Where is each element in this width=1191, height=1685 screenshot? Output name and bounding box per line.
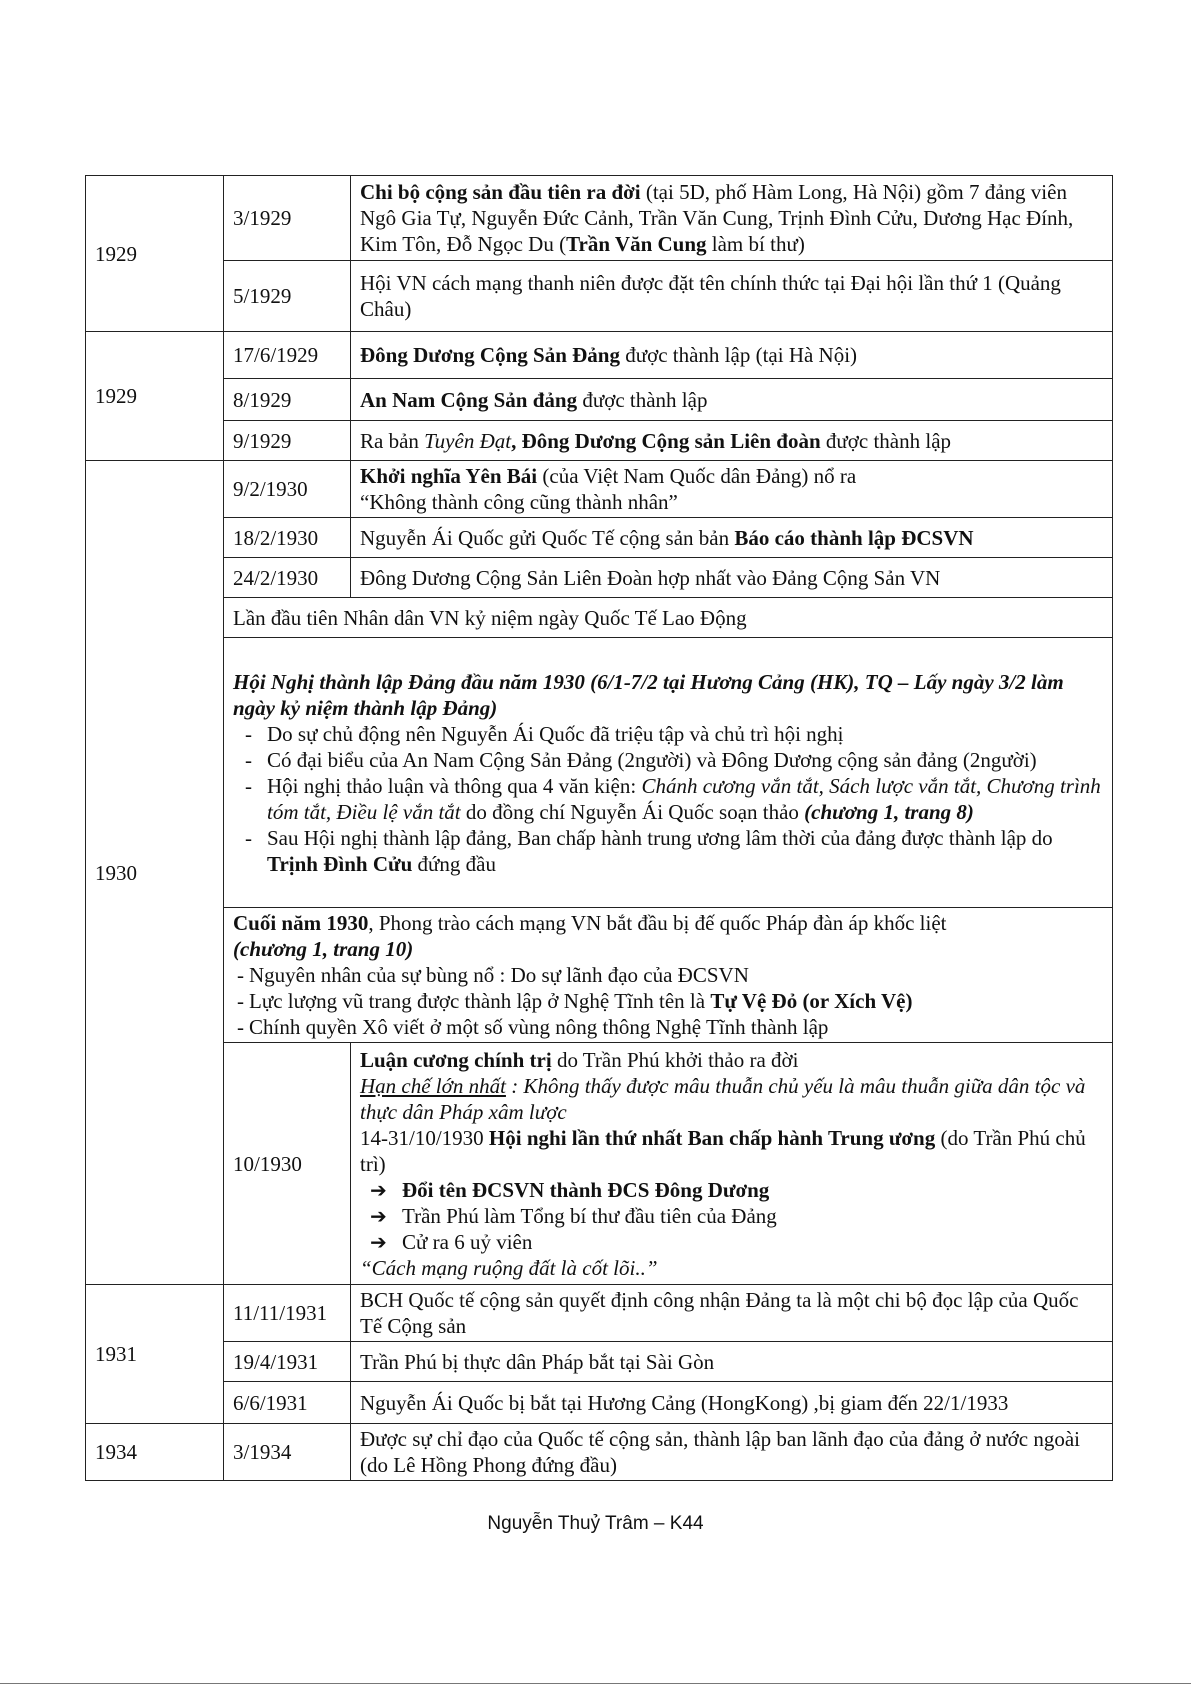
table-row xyxy=(86,1424,1113,1481)
table-row xyxy=(86,518,1113,558)
date-cell: 19/4/1931 xyxy=(224,1342,351,1382)
event-text: được thành lập xyxy=(820,428,952,453)
year-cell: 1931 xyxy=(86,1285,224,1424)
event-cell xyxy=(351,1043,1113,1285)
table-row xyxy=(86,1043,1113,1285)
event-highlight: Cuối năm 1930 xyxy=(233,911,369,935)
event-quote: “Cách mạng ruộng đất là cốt lõi..” xyxy=(360,1255,658,1280)
table-row xyxy=(86,598,1113,638)
event-cell-wide xyxy=(224,638,1113,908)
event-cell xyxy=(351,379,1113,421)
list-item-text: Trần Phú làm Tổng bí thư đầu tiên của Đảng xyxy=(402,1203,777,1228)
list-item xyxy=(370,1203,1103,1229)
event-cell xyxy=(351,461,1113,518)
event-highlight: Luận cương chính trị xyxy=(360,1047,552,1072)
event-text: Ra bản xyxy=(360,428,425,453)
table-row xyxy=(86,908,1113,1043)
event-highlight: Chi bộ cộng sản đầu tiên ra đời xyxy=(360,180,641,204)
list-item-highlight: Tự Vệ Đỏ (or Xích Vệ) xyxy=(710,989,913,1013)
table-row xyxy=(86,379,1113,421)
table-row xyxy=(86,332,1113,379)
table-row xyxy=(86,421,1113,461)
event-text: làm bí thư) xyxy=(706,232,805,256)
right-arrow-icon: ➔ xyxy=(370,1177,387,1202)
list-item xyxy=(237,988,1103,1014)
event-italic: Tuyên Đạt xyxy=(424,428,512,453)
event-highlight: , Đông Dương Cộng sản Liên đoàn xyxy=(511,428,821,453)
list-item xyxy=(370,1229,1103,1255)
event-text: 14-31/10/1930 xyxy=(360,1125,489,1150)
page-footer: Nguyễn Thuỷ Trâm – K44 xyxy=(487,1513,704,1534)
event-text: (do Trần Phú chủ trì) xyxy=(360,1125,1086,1176)
list-item xyxy=(241,773,1103,825)
list-item-text: đứng đầu xyxy=(412,851,496,876)
event-cell: BCH Quốc tế cộng sản quyết định công nhận Đảng ta là một chi bộ đọc lập của Quốc Tế Cộng sản xyxy=(351,1285,1113,1342)
event-text: (tại 5D, phố Hàm Long, Hà Nội) gồm 7 đảng viên Ngô Gia Tự, Nguyễn Đức Cảnh, Trần Văn Cung, Trịnh Đình Cửu, Dương Hạc Đính, Kim Tôn, Đỗ Ngọc Du ( xyxy=(360,180,1074,256)
date-cell: 9/1929 xyxy=(224,421,351,461)
list-item: - Chính quyền Xô viết ở một số vùng nông thông Nghệ Tĩnh thành lập xyxy=(237,1014,1103,1040)
event-cell-wide xyxy=(224,908,1113,1043)
table-row xyxy=(86,1342,1113,1382)
event-text: được thành lập (tại Hà Nội) xyxy=(619,343,858,367)
date-cell: 17/6/1929 xyxy=(224,332,351,379)
table-row xyxy=(86,461,1113,518)
date-cell: 10/1930 xyxy=(224,1043,351,1285)
list-item-text: Hội nghị thảo luận và thông qua 4 văn kiện: xyxy=(267,773,642,798)
list-item: - Do sự chủ động nên Nguyễn Ái Quốc đã triệu tập và chủ trì hội nghị xyxy=(241,721,1103,747)
table-row xyxy=(86,1382,1113,1424)
year-cell: 1929 xyxy=(86,176,224,332)
table-row xyxy=(86,1285,1113,1342)
list-item xyxy=(370,1177,1103,1203)
date-cell: 5/1929 xyxy=(224,261,351,332)
event-highlight: Khởi nghĩa Yên Bái xyxy=(360,464,538,488)
table-row xyxy=(86,261,1113,332)
event-cell: Hội VN cách mạng thanh niên được đặt tên chính thức tại Đại hội lần thứ 1 (Quảng Châu) xyxy=(351,261,1113,332)
table-row xyxy=(86,558,1113,598)
event-cell xyxy=(351,332,1113,379)
list-item-text: Cử ra 6 uỷ viên xyxy=(402,1229,533,1254)
event-text: , Phong trào cách mạng VN bắt đầu bị đế quốc Pháp đàn áp khốc liệt xyxy=(368,911,947,935)
list-item: - Nguyên nhân của sự bùng nổ : Do sự lãnh đạo của ĐCSVN xyxy=(237,962,1103,988)
event-text: (của Việt Nam Quốc dân Đảng) nổ ra xyxy=(537,464,857,488)
date-cell: 3/1934 xyxy=(224,1424,351,1481)
limitation-text: : Không thấy được mâu thuẫn chủ yếu là mâu thuẫn giữa dân tộc và thực dân Pháp xâm lược xyxy=(360,1073,1086,1124)
event-highlight: Báo cáo thành lập ĐCSVN xyxy=(734,525,974,550)
limitation-label: Hạn chế lớn nhất xyxy=(360,1073,506,1098)
date-cell: 18/2/1930 xyxy=(224,518,351,558)
event-highlight: Đông Dương Cộng Sản Đảng xyxy=(360,343,620,367)
date-cell: 9/2/1930 xyxy=(224,461,351,518)
event-cell xyxy=(351,176,1113,261)
timeline-table xyxy=(85,175,1113,1481)
event-cell-wide: Lần đầu tiên Nhân dân VN kỷ niệm ngày Quốc Tế Lao Động xyxy=(224,598,1113,638)
event-cell: Đông Dương Cộng Sản Liên Đoàn hợp nhất vào Đảng Cộng Sản VN xyxy=(351,558,1113,598)
list-item-highlight: Trịnh Đình Cửu xyxy=(267,851,413,876)
event-cell xyxy=(351,518,1113,558)
event-reference: (chương 1, trang 10) xyxy=(233,937,414,961)
list-item-reference: (chương 1, trang 8) xyxy=(804,799,974,824)
event-highlight: Hội nghi lần thứ nhất Ban chấp hành Trung ương xyxy=(488,1125,936,1150)
list-item-text: Lực lượng vũ trang được thành lập ở Nghệ Tĩnh tên là xyxy=(249,989,711,1013)
list-item xyxy=(241,825,1103,877)
year-cell: 1930 xyxy=(86,461,224,1285)
date-cell: 24/2/1930 xyxy=(224,558,351,598)
conference-points xyxy=(233,721,1103,877)
event-cell xyxy=(351,421,1113,461)
right-arrow-icon: ➔ xyxy=(370,1229,387,1254)
date-cell: 6/6/1931 xyxy=(224,1382,351,1424)
event-quote: “Không thành công cũng thành nhân” xyxy=(360,490,678,514)
list-item-italic: Chánh cương vắn tắt, Sách lược vắn tắt, Chương trình tóm tắt, Điều lệ vắn tắt xyxy=(267,773,1101,824)
list-item-text: do đồng chí Nguyễn Ái Quốc soạn thảo xyxy=(460,799,805,824)
list-item-highlight: Đổi tên ĐCSVN thành ĐCS Đông Dương xyxy=(402,1177,770,1202)
conference-heading: Hội Nghị thành lập Đảng đầu năm 1930 (6/1-7/2 tại Hương Cảng (HK), TQ – Lấy ngày 3/2 làm ngày kỷ niệm thành lập Đảng) xyxy=(233,669,1064,720)
event-text: được thành lập xyxy=(577,387,708,412)
event-highlight: Trần Văn Cung xyxy=(566,232,707,256)
date-cell: 3/1929 xyxy=(224,176,351,261)
table-row xyxy=(86,638,1113,908)
bottom-divider xyxy=(0,1683,1191,1684)
table-row xyxy=(86,176,1113,261)
event-cell: Nguyễn Ái Quốc bị bắt tại Hương Cảng (HongKong) ,bị giam đến 22/1/1933 xyxy=(351,1382,1113,1424)
right-arrow-icon: ➔ xyxy=(370,1203,387,1228)
event-text: do Trần Phú khởi thảo ra đời xyxy=(551,1047,799,1072)
list-item: - Có đại biểu của An Nam Cộng Sản Đảng (2người) và Đông Dương cộng sản đảng (2người) xyxy=(241,747,1103,773)
event-cell: Được sự chỉ đạo của Quốc tế cộng sản, thành lập ban lãnh đạo của đảng ở nước ngoài (do Lê Hồng Phong đứng đầu) xyxy=(351,1424,1113,1481)
date-cell: 8/1929 xyxy=(224,379,351,421)
date-cell: 11/11/1931 xyxy=(224,1285,351,1342)
movement-points xyxy=(233,962,1103,1040)
year-cell: 1929 xyxy=(86,332,224,461)
year-cell: 1934 xyxy=(86,1424,224,1481)
event-cell: Trần Phú bị thực dân Pháp bắt tại Sài Gòn xyxy=(351,1342,1113,1382)
event-text: Nguyễn Ái Quốc gửi Quốc Tế cộng sản bản xyxy=(360,525,735,550)
event-highlight: An Nam Cộng Sản đảng xyxy=(360,387,578,412)
list-item-text: Sau Hội nghị thành lập đảng, Ban chấp hành trung ương lâm thời của đảng được thành lập do xyxy=(267,825,1053,850)
outcome-list xyxy=(360,1177,1103,1255)
